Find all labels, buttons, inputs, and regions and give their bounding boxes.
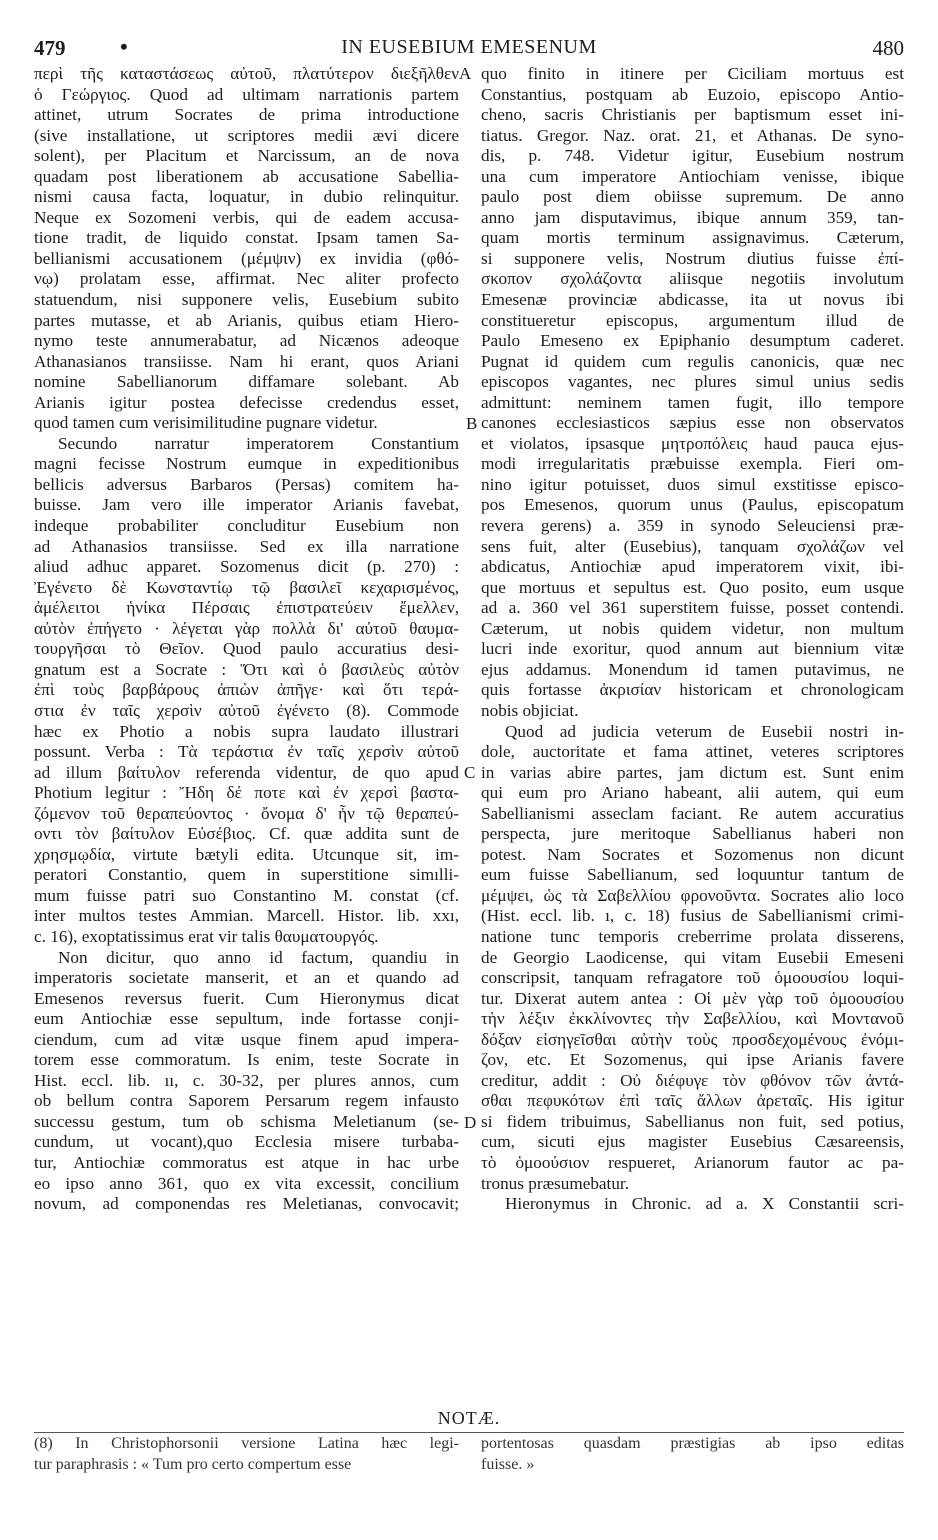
text-line: imperatoris societate manserit, et an et quando ad xyxy=(34,968,459,988)
text-line: σθαι πεφυκότων ἐπὶ ταῖς ἄλλων ἀρεταῖς. His igitur xyxy=(481,1091,904,1111)
footnote-right xyxy=(481,1434,904,1475)
text-line: Hieronymus in Chronic. ad a. X Constantii scri- xyxy=(505,1194,904,1214)
text-line: μέμψει, ὡς τὰ Σαβελλίου φρονοῦντα. Socrates alio loco xyxy=(481,885,904,905)
text-line: ejus addamus. Monendum id tamen putavimus, ne xyxy=(481,659,904,679)
text-line: νῳ) prolatam esse, affirmat. Nec aliter profecto xyxy=(34,269,459,289)
text-line: Paulo Emeseno ex Epiphanio desumptum caderet. xyxy=(481,331,904,351)
text-line: episcopos vagantes, nec plures simul unius sedis xyxy=(481,372,904,392)
text-line: Cæterum, ut nobis quidem videtur, non multum xyxy=(481,618,904,638)
text-line: tiatus. Gregor. Naz. orat. 21, et Athanas. De syno- xyxy=(481,125,904,145)
text-line: fuisse. » xyxy=(481,1455,535,1473)
text-line: τουργῆσαι τὸ Θεῖον. Quod paulo accuratius desi- xyxy=(34,639,459,659)
text-line: solent), per Placitum et Narcissum, an de nova xyxy=(34,146,459,166)
text-line: constitueretur episcopus, argumentum illud de xyxy=(481,310,904,330)
text-line: Hist. eccl. lib. ıı, c. 30-32, per plures annos, cum xyxy=(34,1070,459,1090)
text-line: quam mortis terminum assignavimus. Cæterum, xyxy=(481,228,904,248)
text-line: peratori Constantio, quem in superstitione simılli- xyxy=(34,865,459,885)
text-line: possunt. Verba : Τὰ τεράστια ἐν ταῖς χερσὶν αὐτοῦ xyxy=(34,742,459,762)
text-line: mum fuisse patri suo Constantino M. constat (cf. xyxy=(34,885,459,905)
text-line: partes mutasse, et ab Arianis, quibus etiam Hiero- xyxy=(34,310,459,330)
text-line: tur, Antiochiæ commoratus est atque in hac urbe xyxy=(34,1152,459,1172)
page-number-right: 480 xyxy=(872,36,904,60)
text-line: τὸ ὁμοούσιον respueret, Arianorum fautor ac pa- xyxy=(481,1152,904,1172)
text-line: Neque ex Sozomeni verbis, qui de eadem accusa- xyxy=(34,207,459,227)
text-line: nismi causa facta, loquatur, in dubio relinquitur. xyxy=(34,187,459,207)
text-line: inter multos testes Ammian. Marcell. Histor. lib. xxı, xyxy=(34,906,459,926)
text-line: Arianis igitur postea defecisse credendus esset, xyxy=(34,392,459,412)
text-line: c. 16), exoptatissimus erat vir talis θαυματουργός. xyxy=(34,926,379,946)
text-line: χρησμῳδία, virtute bætyli edita. Utcunque sit, im- xyxy=(34,844,459,864)
text-line: Sabellianismi asseclam faciant. Re autem accuratius xyxy=(481,803,904,823)
text-line: paulo post diem obiisse supremum. De anno xyxy=(481,187,904,207)
text-line: Pugnat id quidem cum regulis canonicis, quæ nec xyxy=(481,351,904,371)
header-dot: • xyxy=(120,34,128,59)
text-line: potest. Nam Socrates et Sozomenus non dicunt xyxy=(481,844,904,864)
text-line: ob bellum contra Saporem Persarum regem infausto xyxy=(34,1091,459,1111)
text-line: cheno, sacris Christianis per baptismum esset ini- xyxy=(481,105,904,125)
text-line: aliud adhuc apparet. Sozomenus dicit (p. 270) : xyxy=(34,557,459,577)
text-line: eum Antiochiæ esse sepultum, inde fortasse conji- xyxy=(34,1009,459,1029)
text-line: admittunt: neminem tamen fugit, illo tempore xyxy=(481,392,904,412)
margin-marker-a: A xyxy=(459,64,472,83)
text-line: Athanasianos transiisse. Nam hi erant, quos Ariani xyxy=(34,351,459,371)
text-line: eo ipso anno 361, quo ex vita excessit, concilium xyxy=(34,1173,459,1193)
text-line: lucri inde exoritur, quod annum aut biennium vitæ xyxy=(481,639,904,659)
text-line: successu gestum, tum ob schisma Meletianum (se- xyxy=(34,1111,459,1131)
text-line: pos Emesenos, quorum unus (Paulus, episcopatum xyxy=(481,495,904,515)
text-line: gnatum est a Socrate : Ὅτι καὶ ὁ βασιλεὺς αὐτὸν xyxy=(34,659,459,679)
text-line: eum fuisse Sabellianum, sed loquuntur tantum de xyxy=(481,865,904,885)
text-line: ἐπὶ τοὺς βαρβάρους ἀπιὼν ἀπῆγε· καὶ ὅτι τερά- xyxy=(34,680,459,700)
text-line: quadam post liberationem ab accusatione Sabellia- xyxy=(34,166,459,186)
text-line: si supponere velis, Nostrum diutius fuisse ἐπί- xyxy=(481,248,904,268)
text-line: nymo teste annumerabatur, ad Nicænos adeoque xyxy=(34,331,459,351)
running-header xyxy=(34,36,904,60)
text-line: conscripsit, tanquam refragatore τοῦ ὁμοουσίου loqui- xyxy=(481,968,904,988)
text-line: et violatos, ipsasque μητροπόλεις haud pauca ejus- xyxy=(481,433,904,453)
text-line: δόξαν εἰσηγεῖσθαι αὐτὴν τοὺς προσδεχομένους ἐνόμι- xyxy=(481,1029,904,1049)
text-line: dole, auctoritate et fama attinet, veteres scriptores xyxy=(481,742,904,762)
text-line: ad Athanasios transiisse. Sed ex illa narratione xyxy=(34,536,459,556)
text-line: canones ecclesiasticos sæpius esse non observatos xyxy=(481,413,904,433)
text-line: Photium legitur : Ἤδη δέ ποτε καὶ ἐν χερσὶ βαστα- xyxy=(34,783,459,803)
text-line: ad illum βαίτυλον referenda videntur, de quo apud xyxy=(34,762,459,782)
text-line: novum, ad componendas res Meletianas, convocavit; xyxy=(34,1194,459,1214)
text-line: anno jam disputavimus, ibique annum 359, tan- xyxy=(481,207,904,227)
text-line: que mortuus et sepultus est. Quo posito, eum usque xyxy=(481,577,904,597)
page-number-left: 479 xyxy=(34,36,66,60)
notes-heading: NOTÆ. xyxy=(437,1408,501,1428)
text-line: qui eum pro Ariano habeant, alii autem, qui eum xyxy=(481,783,904,803)
text-line: sens fuit, alter (Eusebius), tanquam σχολάζων vel xyxy=(481,536,904,556)
text-line: in varias abire partes, jam dictum est. Sunt enim xyxy=(481,762,904,782)
text-line: cum, sicuti ejus magister Eusebius Cæsareensis, xyxy=(481,1132,904,1152)
text-line: torem esse commoratum. Is enim, teste Socrate in xyxy=(34,1050,459,1070)
text-line: dis, p. 748. Videtur igitur, Eusebium nostrum xyxy=(481,146,904,166)
text-line: bellicis adversus Barbaros (Persas) comitem ha- xyxy=(34,474,459,494)
margin-marker-c: C xyxy=(464,763,476,782)
text-line: natione tunc temporis creberrime prolata disserens, xyxy=(481,926,904,946)
text-line: indeque probabiliter concluditur Eusebium non xyxy=(34,516,459,536)
text-line: περὶ τῆς καταστάσεως αὐτοῦ, πλατύτερον διεξῆλθεν xyxy=(34,64,459,83)
text-line: portentosas quasdam præstigias ab ipso editas xyxy=(481,1435,904,1452)
text-line: creditur, addit : Οὐ διέφυγε τὸν φθόνον τῶν ἀντά- xyxy=(481,1070,904,1090)
footnote-left xyxy=(34,1434,459,1475)
text-line: ὁ Γεώργιος. Quod ad ultimam narrationis partem xyxy=(34,84,459,104)
text-line: hæc ex Photio a nobis supra laudato illustrari xyxy=(34,721,459,741)
text-line: attinet, utrum Socrates de prima introductione xyxy=(34,105,459,125)
text-line: ad a. 360 vel 361 superstitem fuisse, posset contendi. xyxy=(481,598,904,618)
text-line: tur. Dixerat autem antea : Οἱ μὲν γὰρ τοῦ ὁμοουσίου xyxy=(481,988,904,1008)
text-line: perspecta, jure meritoque Sabellianus haberi non xyxy=(481,824,904,844)
text-line: nomine Sabellianorum diffamare solebant. Ab xyxy=(34,372,459,392)
running-title: IN EUSEBIUM EMESENUM xyxy=(341,36,597,58)
text-line: Emesenæ provinciæ abdicasse, ita ut novus ibi xyxy=(481,290,904,310)
text-line: Ἐγένετο δὲ Κωνσταντίῳ τῷ βασιλεῖ κεχαρισμένος, xyxy=(34,577,459,597)
text-line: revera gerens) a. 359 in synodo Seleuciensi præ- xyxy=(481,516,904,536)
text-line: ἀμέλειτοι ἡνίκα Πέρσαις ἐπιστρατεύειν ἔμελλεν, xyxy=(34,598,459,618)
text-line: cundum, ut vocant),quo Ecclesia misere turbaba- xyxy=(34,1132,459,1152)
text-line: nino igitur potuisset, duos simul exstitisse episco- xyxy=(481,474,904,494)
text-line: una cum imperatore Antiochiam venisse, ibique xyxy=(481,166,904,186)
text-line: Emesenos reversus fuerit. Cum Hieronymus dicat xyxy=(34,988,459,1008)
text-line: Non dicitur, quo anno id factum, quandiu in xyxy=(58,947,459,967)
text-line: (Hist. eccl. lib. ı, c. 18) fusius de Sabellianismi crimi- xyxy=(481,906,904,926)
text-line: quo finito in itinere per Ciciliam mortuus est xyxy=(481,64,904,83)
text-line: quis fortasse ἀκρισίαν historicam et chronologicam xyxy=(481,680,904,700)
text-line: οντι τὸν βαίτυλον Εὐσέβιος. Cf. quæ addita sunt de xyxy=(34,824,459,844)
text-line: statuendum, nisi supponere velis, Eusebium subito xyxy=(34,290,459,310)
text-line: nobis objiciat. xyxy=(481,700,579,720)
text-line: abdicatus, Antiochiæ apud imperatorem vixit, ibi- xyxy=(481,557,904,577)
text-line: τὴν λέξιν ἐκκλίνοντες τὴν Σαβελλίου, καὶ Μοντανοῦ xyxy=(481,1009,904,1029)
text-line: σκοπον σχολάζοντα aliisque negotiis involutum xyxy=(481,269,904,289)
text-line: Secundo narratur imperatorem Constantium xyxy=(58,433,459,453)
text-line: si fidem tribuimus, Sabellianus non fuit, sed potius, xyxy=(481,1111,904,1131)
margin-marker-d: D xyxy=(464,1113,477,1132)
text-line: tur paraphrasis : « Tum pro certo compertum esse xyxy=(34,1455,352,1473)
text-line: Quod ad judicia veterum de Eusebii nostri in- xyxy=(505,721,904,741)
margin-marker-b: B xyxy=(466,414,478,433)
text-line: Constantius, postquam ab Euzoio, episcopo Antio- xyxy=(481,84,904,104)
text-line: buisse. Jam vero ille imperator Arianis favebat, xyxy=(34,495,459,515)
text-line: tronus præsumebatur. xyxy=(481,1173,629,1193)
text-line: (8) In Christophorsonii versione Latina hæc legi- xyxy=(34,1435,459,1452)
right-column xyxy=(481,64,904,1215)
text-line: de Georgio Laodicense, qui vitam Eusebii Emeseni xyxy=(481,947,904,967)
text-line: στια ἐν ταῖς χερσὶν αὐτοῦ ἐγένετο (8). Commode xyxy=(34,700,459,720)
left-column xyxy=(34,64,459,1215)
text-line: tione tradit, de liquido constat. Ipsam tamen Sa- xyxy=(34,228,459,248)
text-line: bellianismi accusationem (μέμψιν) ex invidia (φθό- xyxy=(34,248,459,268)
text-line: ζον, etc. Et Sozomenus, qui ipse Arianis favere xyxy=(481,1050,904,1070)
text-line: ciendum, cum ad vitæ usque finem apud impera- xyxy=(34,1029,459,1049)
text-line: ζόμενον τοῦ θεραπεύοντος · ὄνομα δ' ἦν τῷ θεραπεύ- xyxy=(34,803,459,823)
text-line: quod tamen cum verisimilitudine pugnare videtur. xyxy=(34,413,378,433)
text-line: (sive installatione, ut scriptores medii ævi dicere xyxy=(34,125,459,145)
notes-divider xyxy=(34,1432,904,1433)
text-line: modi irregularitatis præbuisse exempla. Fieri om- xyxy=(481,454,904,474)
text-line: magni fecisse Nostrum eumque in expeditionibus xyxy=(34,454,459,474)
text-line: αὐτὸν ἐπήγετο · λέγεται γὰρ πολλὰ δι' αὐτοῦ θαυμα- xyxy=(34,618,459,638)
